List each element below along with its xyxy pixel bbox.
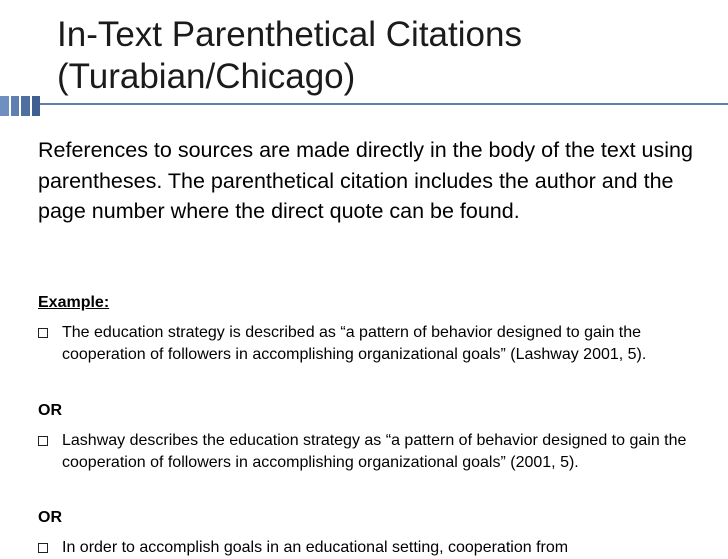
square-bullet-icon <box>38 543 48 553</box>
title-line-2: (Turabian/Chicago) <box>57 57 356 96</box>
title-accent-blocks <box>0 96 40 116</box>
square-bullet-icon <box>38 436 48 446</box>
title-line-1: In-Text Parenthetical Citations <box>57 15 522 54</box>
square-bullet-icon <box>38 328 48 338</box>
or-label: OR <box>38 509 62 526</box>
title-divider <box>40 103 728 105</box>
list-item-text: Lashway describes the education strategy as “a pattern of behavior designed to gain the cooperation of followers in accomplishing organizational goals” (2001, 5). <box>62 432 687 471</box>
list-item-text: In order to accomplish goals in an educational setting, cooperation from <box>62 539 569 556</box>
list-item-text: The education strategy is described as “a pattern of behavior designed to gain the cooperation of followers in accomplishing organizational goals” (Lashway 2001, 5). <box>62 324 647 363</box>
intro-paragraph: References to sources are made directly in the body of the text using parentheses. The parenthetical citation includes the author and the page number where the direct quote can be found. <box>38 138 693 223</box>
slide-title <box>57 14 522 98</box>
example-label: Example: <box>38 294 110 311</box>
or-label: OR <box>38 402 62 419</box>
